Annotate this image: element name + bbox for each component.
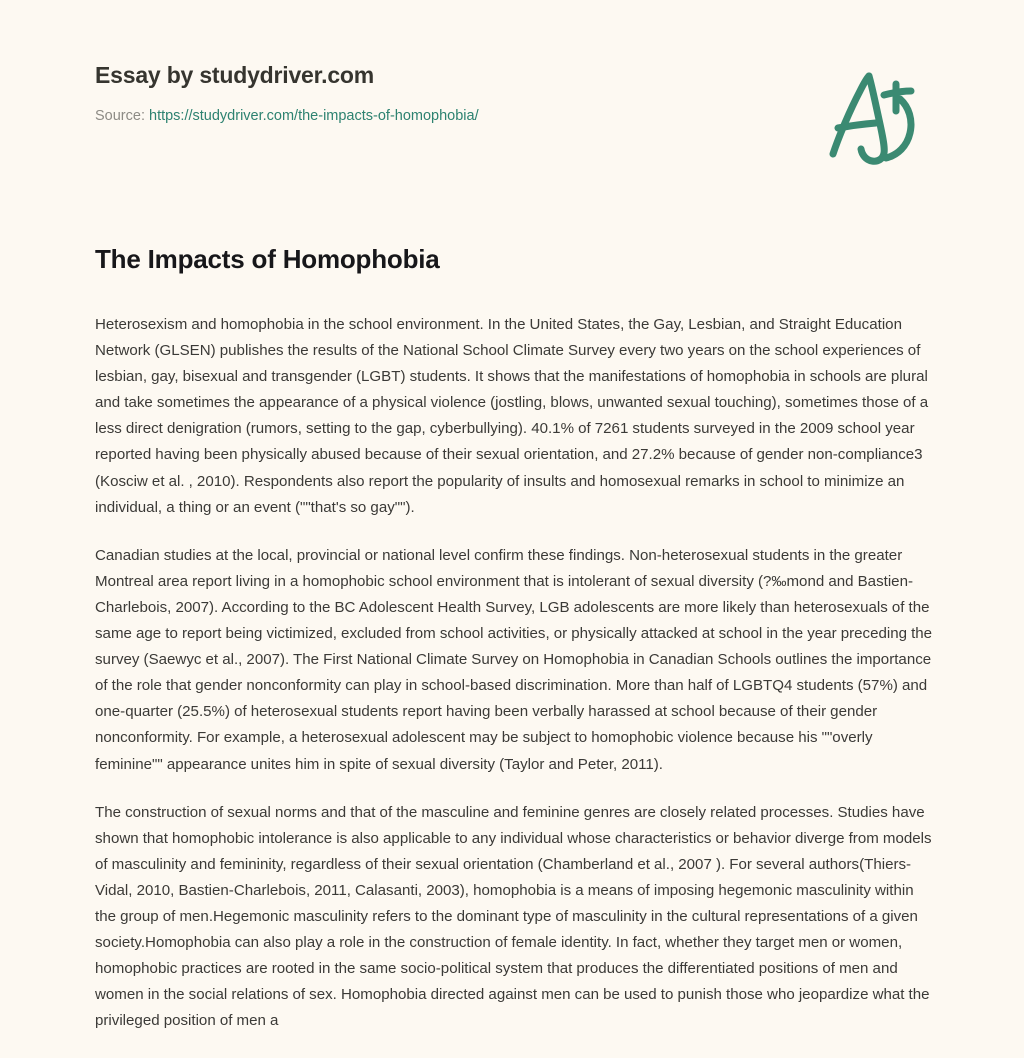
paragraph-1: Heterosexism and homophobia in the school environment. In the United States, the Gay, Lesbian, and Straight Education Network (GLSEN) publishes the results of the National School Climate Survey every two years on the school experiences of lesbian, gay, bisexual and transgender (LGBT) students. It shows that the manifestations of homophobia in schools are plural and take sometimes the appearance of a physical violence (jostling, blows, unwanted sexual touching), sometimes those of a less direct denigration (rumors, setting to the gap, cyberbullying). 40.1% of 7261 students surveyed in the 2009 school year reported having been physically abused because of their sexual orientation, and 27.2% because of gender non-compliance3 (Kosciw et al. , 2010). Respondents also report the popularity of insults and homosexual remarks in school to minimize an individual, a thing or an event (""that's so gay""). — [95, 316, 929, 516]
brand-block — [95, 62, 715, 125]
page-title: The Impacts of Homophobia — [95, 244, 440, 274]
source-line — [95, 107, 715, 126]
brand-title: Essay by studydriver.com — [95, 62, 375, 88]
source-label: Source: — [95, 107, 149, 124]
essay-body — [95, 312, 933, 1034]
studydriver-a-plus-logo — [812, 58, 924, 170]
source-url-link[interactable]: https://studydriver.com/the-impacts-of-homophobia/ — [149, 107, 479, 124]
paragraph-2: Canadian studies at the local, provincial or national level confirm these findings. Non-heterosexual students in the greater Montreal area report living in a homophobic school environment that is intolerant of sexual diversity (?‰mond and Bastien-Charlebois, 2007). According to the BC Adolescent Health Survey, LGB adolescents are more likely than heterosexuals of the same age to report being victimized, excluded from school activities, or physically attacked at school in the year preceding the survey (Saewyc et al., 2007). The First National Climate Survey on Homophobia in Canadian Schools outlines the importance of the role that gender nonconformity can play in school-based discrimination. More than half of LGBTQ4 students (57%) and one-quarter (25.5%) of heterosexual students report having been verbally harassed at school because of their gender nonconformity. For example, a heterosexual adolescent may be subject to homophobic violence because his ""overly feminine"" appearance unites him in spite of sexual diversity (Taylor and Peter, 2011). — [95, 546, 933, 773]
paragraph-3: The construction of sexual norms and that of the masculine and feminine genres are closely related processes. Studies have shown that homophobic intolerance is also applicable to any individual whose characteristics or behavior diverge from models of masculinity and femininity, regardless of their sexual orientation (Chamberland et al., 2007 ). For several authors(Thiers-Vidal, 2010, Bastien-Charlebois, 2011, Calasanti, 2003), homophobia is a means of imposing hegemonic masculinity within the group of men.Hegemonic masculinity refers to the dominant type of masculinity in the cultural representations of a given society.Homophobia can also play a role in the construction of female identity. In fact, whether they target men or women, homophobic practices are rooted in the same socio-political system that produces the differentiated positions of men and women in the social relations of sex. Homophobia directed against men can be used to punish those who jeopardize what the privileged position of men a — [95, 803, 932, 1030]
a-plus-logo-icon — [812, 58, 924, 170]
page-header — [0, 0, 1024, 200]
